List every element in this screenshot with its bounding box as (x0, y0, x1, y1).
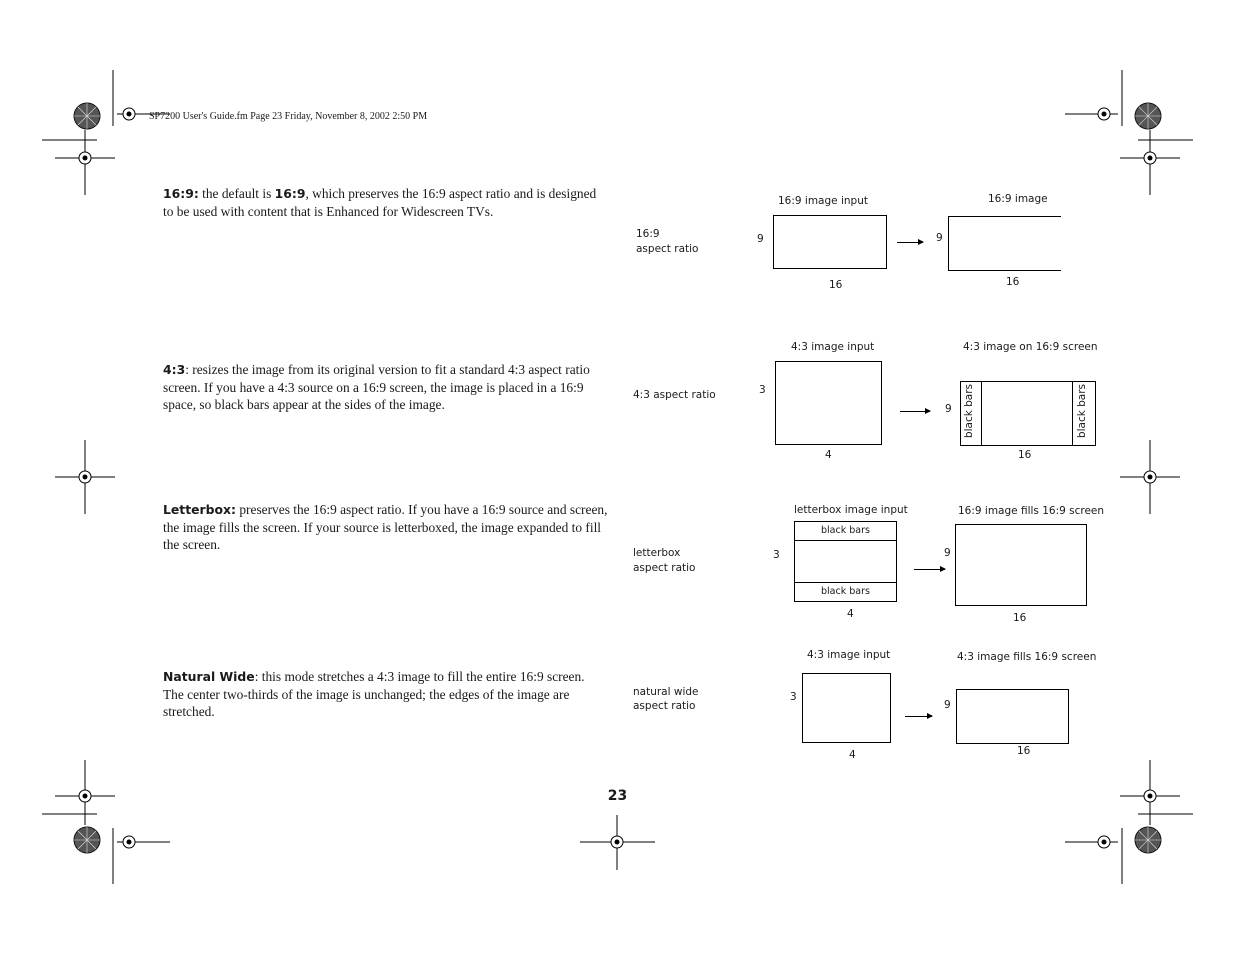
section-text: , which preserves the 16:9 aspect ratio and is designed to be used with content that is Enhanced for Widescreen TVs. (163, 186, 597, 219)
input-width: 4 (825, 449, 832, 461)
output-width: 16 (1006, 276, 1020, 288)
output-title: 16:9 image fills 16:9 screen (958, 505, 1105, 517)
arrow-icon (905, 716, 932, 717)
section-term: 16:9 (274, 186, 306, 201)
section-text: : this mode stretches a 4:3 image to fill the entire 16:9 screen. The center two-thirds of the image is unchanged; the edges of the image are stretched. (163, 669, 585, 719)
input-width: 16 (829, 279, 843, 291)
output-title: 16:9 image (988, 193, 1048, 205)
arrow-icon (914, 569, 945, 570)
section-term: 16:9: (163, 186, 199, 201)
mode-label: natural wide (633, 686, 699, 698)
mode-label: 16:9 (636, 228, 660, 240)
output-height: 9 (945, 403, 952, 415)
mode-label: 4:3 aspect ratio (633, 389, 716, 401)
input-height: 9 (757, 233, 764, 245)
bar-label-bottom: black bars (821, 586, 870, 597)
mode-label: letterbox (633, 547, 681, 559)
input-title: 16:9 image input (778, 195, 868, 207)
output-width: 16 (1018, 449, 1032, 461)
file-header: SP7200 User's Guide.fm Page 23 Friday, November 8, 2002 2:50 PM (149, 111, 428, 122)
section-term: 4:3 (163, 362, 186, 377)
bar-label-top: black bars (821, 525, 870, 536)
output-frame (956, 689, 1069, 744)
output-frame (955, 524, 1087, 606)
section-text: : resizes the image from its original version to fit a standard 4:3 aspect ratio screen. If you have a 4:3 source on a 16:9 screen, the image is placed in a 16:9 space, so black bars appear at the sides of the image. (163, 362, 590, 412)
input-frame (773, 215, 887, 269)
input-width: 4 (847, 608, 854, 620)
section-text: the default is (198, 186, 275, 201)
top-bar (794, 521, 897, 541)
input-title: letterbox image input (794, 504, 908, 516)
output-height: 9 (944, 699, 951, 711)
input-width: 4 (849, 749, 856, 761)
bottom-bar (794, 582, 897, 602)
output-height: 9 (936, 232, 943, 244)
output-frame (948, 216, 1061, 271)
mode-label: aspect ratio (636, 243, 699, 255)
output-width: 16 (1017, 745, 1031, 757)
input-height: 3 (759, 384, 766, 396)
input-frame (775, 361, 882, 445)
input-height: 3 (790, 691, 797, 703)
arrow-icon (897, 242, 923, 243)
section-16-9 (163, 185, 608, 220)
input-title: 4:3 image input (807, 649, 891, 661)
output-title: 4:3 image on 16:9 screen (963, 341, 1098, 353)
bar-label-left: black bars (963, 383, 975, 439)
output-title: 4:3 image fills 16:9 screen (957, 651, 1097, 663)
mode-label: aspect ratio (633, 562, 696, 574)
output-width: 16 (1013, 612, 1027, 624)
section-term: Natural Wide (163, 669, 255, 684)
page-number: 23 (607, 788, 628, 804)
input-height: 3 (773, 549, 780, 561)
section-text: preserves the 16:9 aspect ratio. If you have a 16:9 source and screen, the image fills the screen. If your source is letterboxed, the image expanded to fill the screen. (163, 502, 608, 552)
mode-label: aspect ratio (633, 700, 696, 712)
bar-label-right: black bars (1076, 383, 1088, 439)
section-4-3 (163, 361, 608, 414)
input-title: 4:3 image input (791, 341, 875, 353)
input-frame (802, 673, 891, 743)
section-natural-wide (163, 668, 608, 721)
section-letterbox (163, 501, 608, 554)
output-height: 9 (944, 547, 951, 559)
arrow-icon (900, 411, 930, 412)
section-term: Letterbox: (163, 502, 236, 517)
